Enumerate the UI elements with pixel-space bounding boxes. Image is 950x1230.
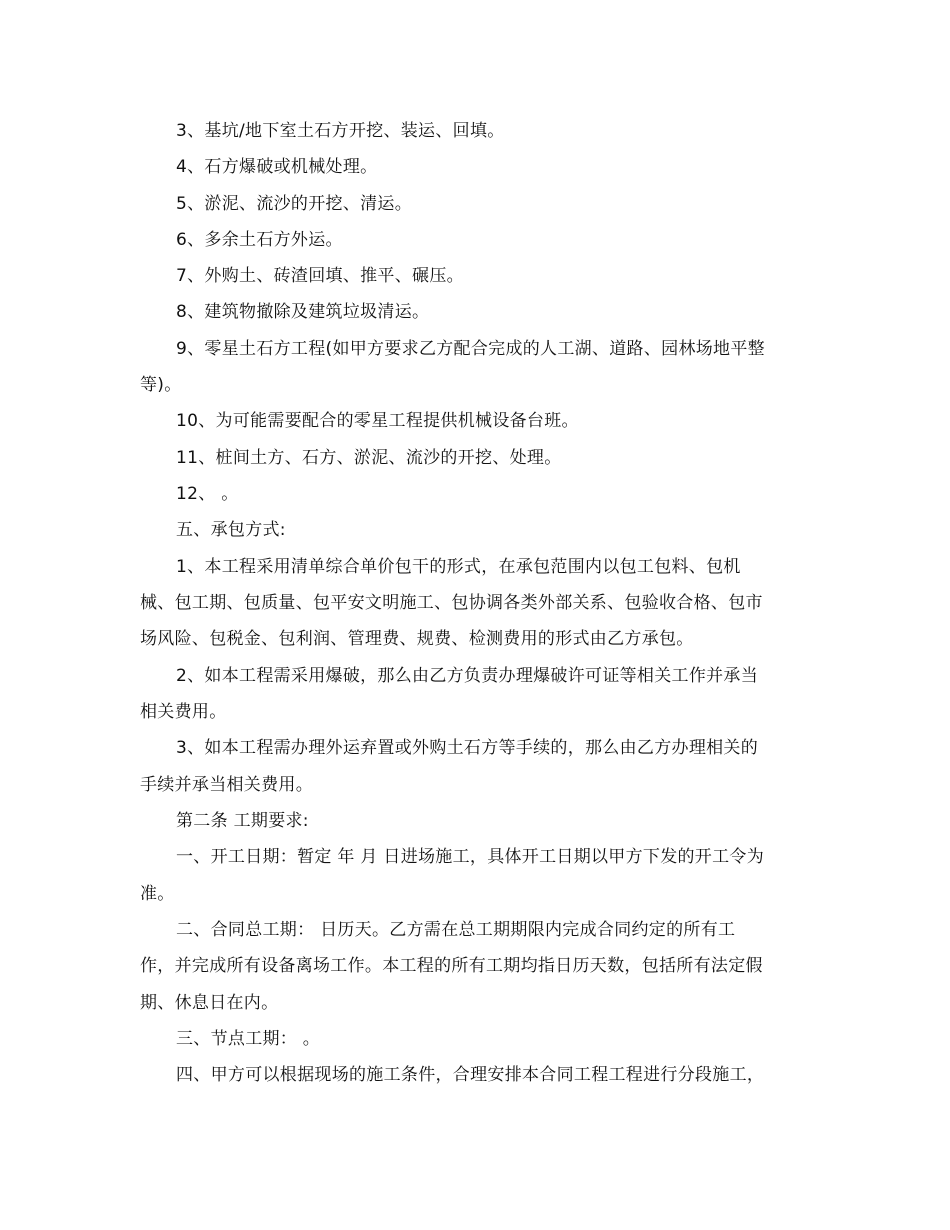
text-line-21: 一、开工日期：暂定 年 月 日进场施工，具体开工日期以甲方下发的开工令为 (176, 847, 765, 867)
text-line-5: 7、外购土、砖渣回填、推平、碾压。 (176, 266, 464, 286)
text-line-2: 4、石方爆破或机械处理。 (176, 157, 378, 177)
text-line-16: 2、如本工程需采用爆破，那么由乙方负责办理爆破许可证等相关工作并承当 (176, 666, 759, 686)
text-line-10: 11、桩间土方、石方、淤泥、流沙的开挖、处理。 (176, 448, 562, 468)
text-line-4: 6、多余土石方外运。 (176, 230, 343, 250)
text-line-27: 四、甲方可以根据现场的施工条件，合理安排本合同工程工程进行分段施工， (176, 1065, 765, 1085)
text-line-1: 3、基坑/地下室土石方开挖、装运、回填。 (176, 121, 505, 141)
text-line-15: 场风险、包税金、包利润、管理费、规费、检测费用的形式由乙方承包。 (140, 629, 694, 649)
article-heading: 第二条 工期要求: (176, 811, 309, 831)
text-line-18: 3、如本工程需办理外运弃置或外购土石方等手续的，那么由乙方办理相关的 (176, 738, 759, 758)
section-heading: 五、承包方式: (176, 520, 286, 540)
text-line-23: 二、合同总工期： 日历天。乙方需在总工期期限内完成合同约定的所有工 (176, 920, 736, 940)
text-line-8: 等)。 (140, 375, 182, 395)
text-line-14: 械、包工期、包质量、包平安文明施工、包协调各类外部关系、包验收合格、包市 (140, 593, 763, 613)
text-line-26: 三、节点工期： 。 (176, 1029, 321, 1049)
text-line-24: 作，并完成所有设备离场工作。本工程的所有工期均指日历天数，包括所有法定假 (140, 956, 763, 976)
text-line-13: 1、本工程采用清单综合单价包干的形式，在承包范围内以包工包料、包机 (176, 557, 741, 577)
text-line-6: 8、建筑物撤除及建筑垃圾清运。 (176, 302, 430, 322)
text-line-11: 12、 。 (176, 484, 239, 504)
text-line-7: 9、零星土石方工程(如甲方要求乙方配合完成的人工湖、道路、园林场地平整 (176, 339, 765, 359)
text-line-19: 手续并承当相关费用。 (140, 775, 313, 795)
text-line-9: 10、为可能需要配合的零星工程提供机械设备台班。 (176, 411, 579, 431)
text-line-3: 5、淤泥、流沙的开挖、清运。 (176, 194, 413, 214)
text-line-25: 期、休息日在内。 (140, 993, 279, 1013)
text-line-22: 准。 (140, 884, 175, 904)
text-line-17: 相关费用。 (140, 702, 227, 722)
